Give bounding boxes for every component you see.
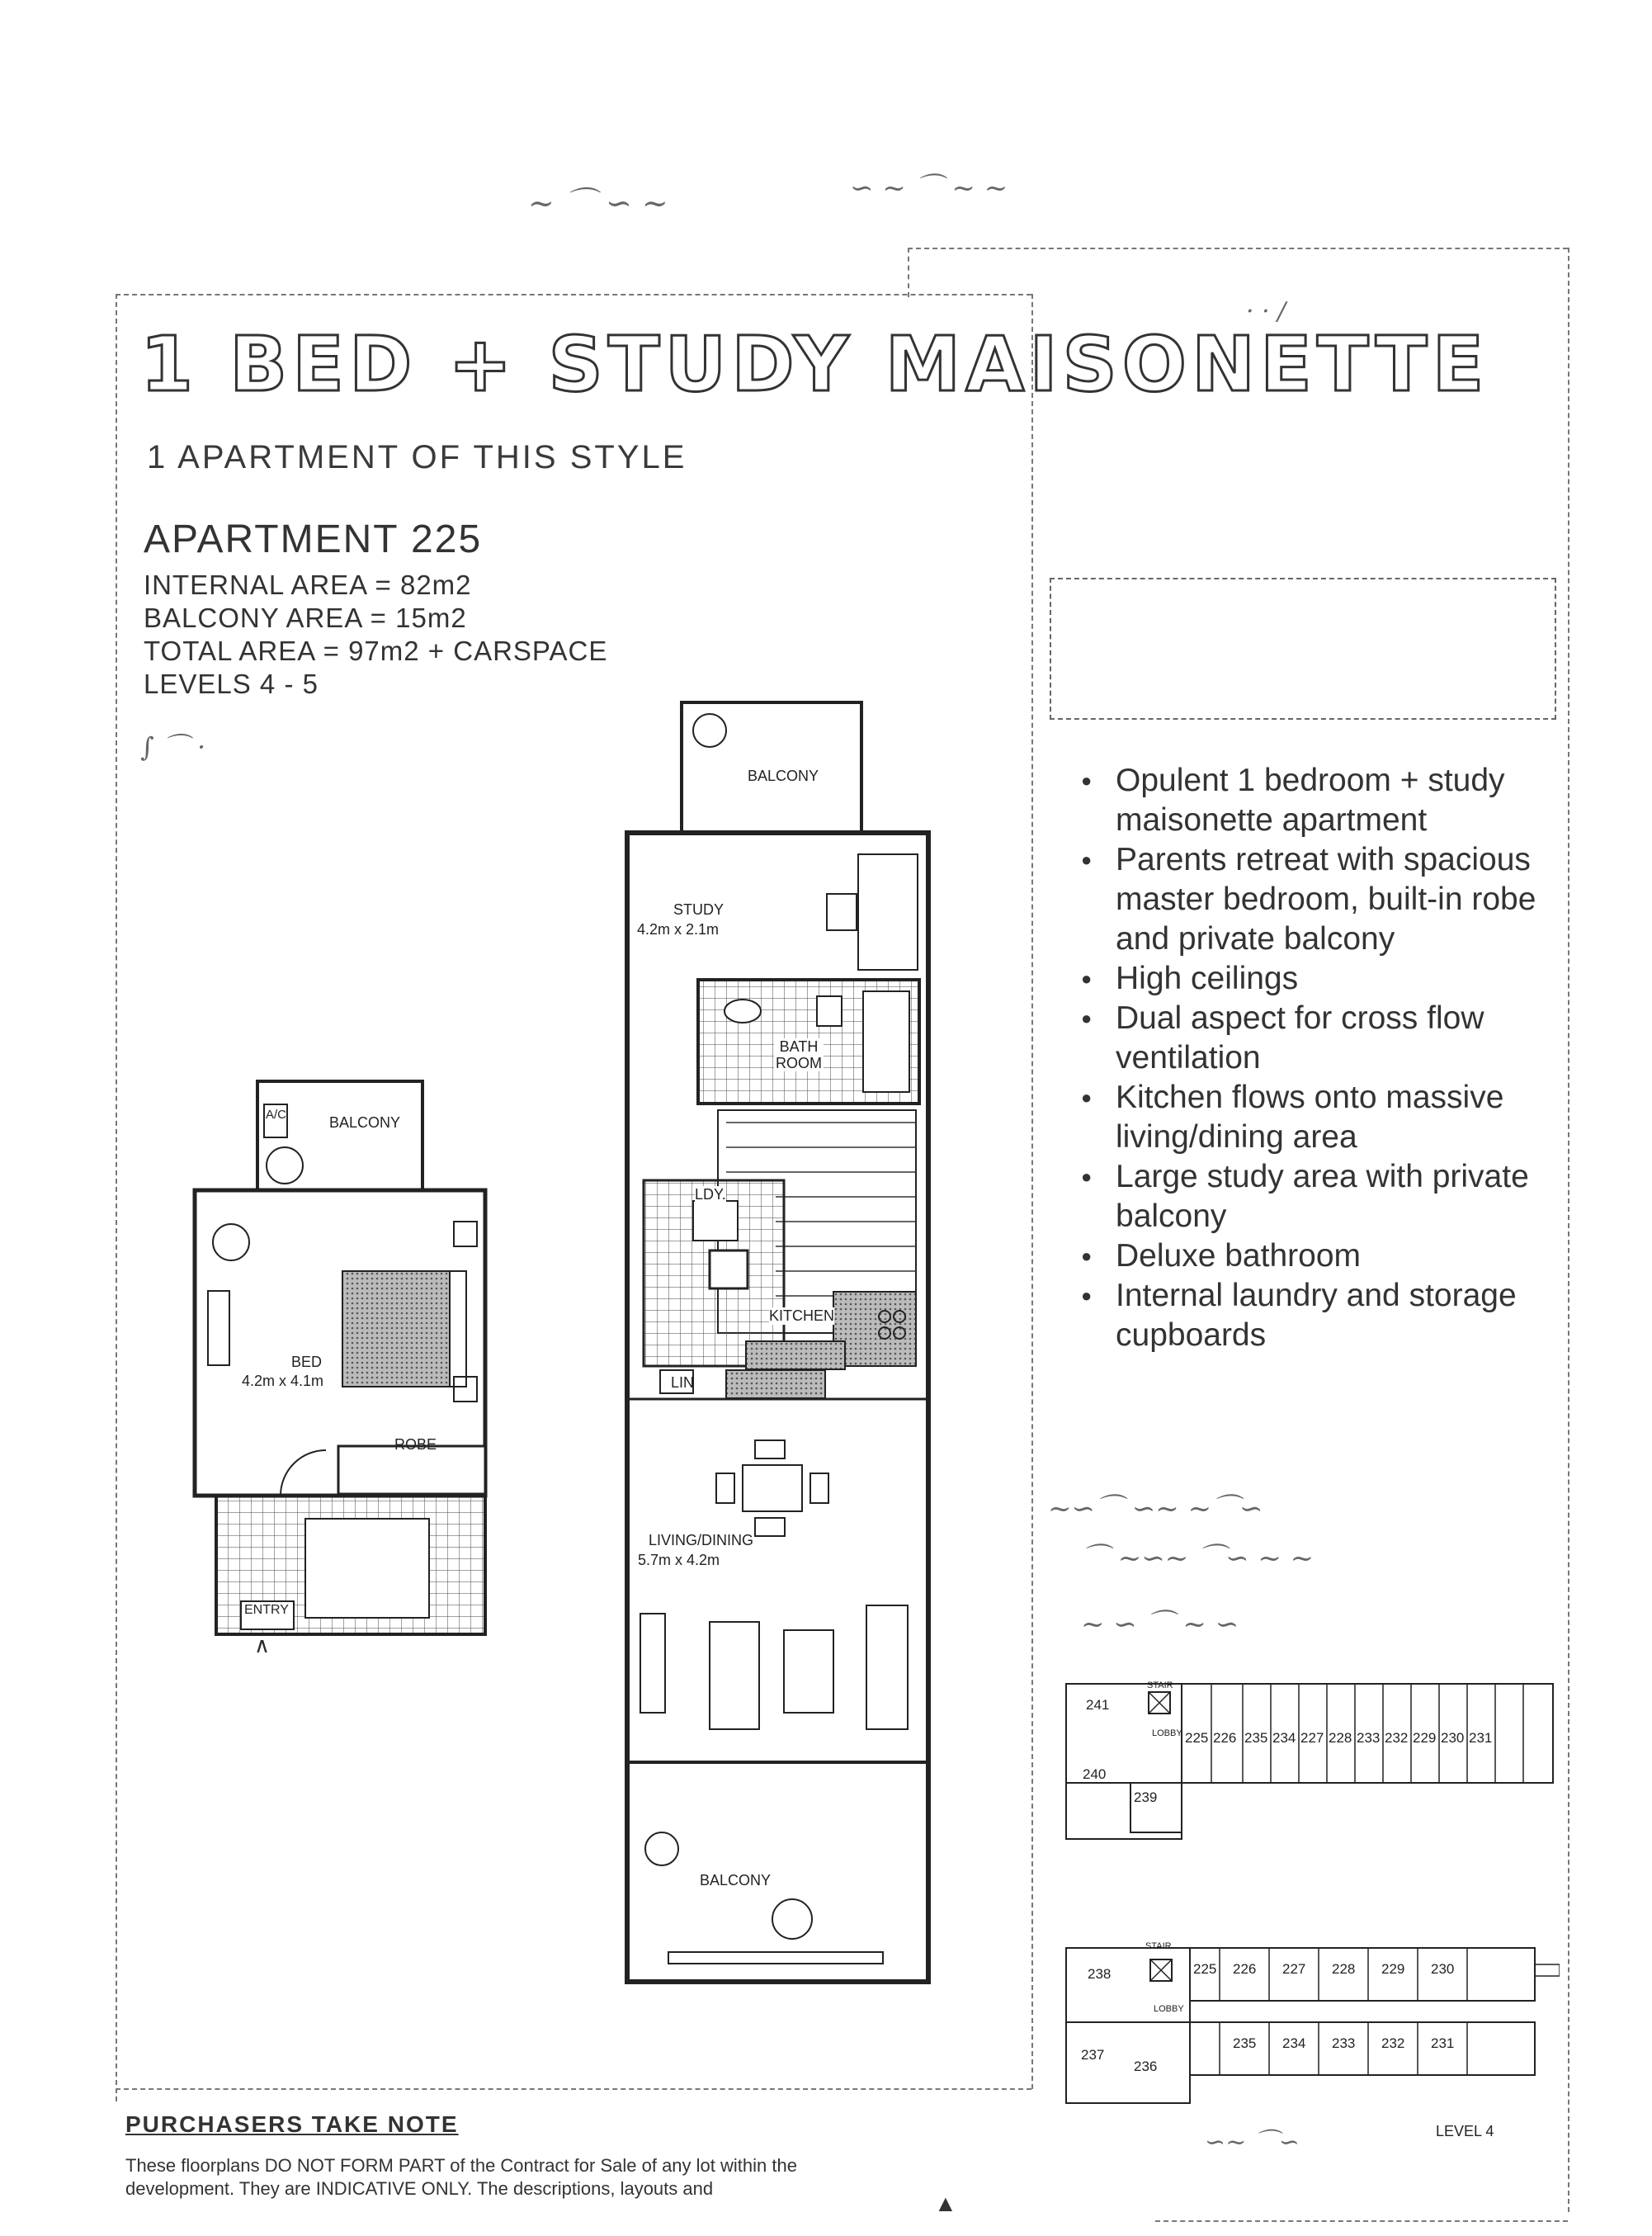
linen-label: LIN	[671, 1374, 695, 1391]
site-unit: 240	[1083, 1766, 1107, 1782]
balcony-outline	[257, 1081, 422, 1190]
frame-right-step-line	[908, 248, 909, 297]
site-unit: 229	[1381, 1961, 1405, 1977]
laundry-label: LDY.	[695, 1186, 726, 1203]
page-title: 1 BED + STUDY MAISONETTE	[140, 320, 1489, 409]
floorplan-upper	[182, 1073, 512, 1651]
site-unit: 225	[1193, 1961, 1217, 1977]
site-plan-upper	[1064, 1659, 1560, 1849]
frame-bottom-line	[116, 2088, 1031, 2090]
feature-item: ● Internal laundry and storage cupboards	[1081, 1276, 1543, 1355]
north-icon: ▲	[934, 2191, 957, 2216]
notice-title: PURCHASERS TAKE NOTE	[125, 2111, 459, 2137]
upper-balcony-label: BALCONY	[329, 1114, 401, 1131]
site-unit: 241	[1086, 1697, 1110, 1713]
frame-left-line	[116, 294, 117, 2101]
site-unit: 231	[1431, 2035, 1455, 2051]
site-unit: 234	[1272, 1730, 1296, 1746]
feature-item: ● Large study area with private balcony	[1081, 1157, 1543, 1236]
floorplan-lower	[611, 697, 941, 1993]
handwriting-scribble: ~ ⌒ ∽ ~	[528, 185, 668, 221]
apartment-name: APARTMENT 225	[144, 518, 483, 561]
study-size-label: 4.2m x 2.1m	[637, 921, 720, 938]
site-unit: 234	[1282, 2035, 1306, 2051]
notice-text: These floorplans DO NOT FORM PART of the Contract for Sale of any lot within the development. They are INDICATIVE ONLY. The descriptions, layouts and	[125, 2155, 797, 2199]
feature-item: ● Opulent 1 bedroom + study maisonette apartment	[1081, 761, 1543, 840]
bottom-balcony-label: BALCONY	[700, 1872, 772, 1889]
feature-item: ● Kitchen flows onto massive living/dining area	[1081, 1078, 1543, 1157]
lobby-label: LOBBY	[1152, 1728, 1182, 1738]
handwriting-scribble: ∽~ ⌒∽	[1205, 2128, 1300, 2157]
site-unit: 233	[1357, 1730, 1381, 1746]
site-unit: 227	[1282, 1961, 1306, 1977]
lobby-label: LOBBY	[1154, 2004, 1184, 2014]
site-unit: 237	[1081, 2047, 1105, 2063]
kitchen-label: KITCHEN	[769, 1307, 835, 1324]
site-unit: 230	[1441, 1730, 1465, 1746]
frame-top-line	[116, 294, 1031, 295]
balcony-area: BALCONY AREA = 15m2	[144, 603, 467, 633]
bathroom-label: BATH ROOM	[776, 1038, 822, 1071]
site-unit: 232	[1381, 2035, 1405, 2051]
site-unit: 239	[1134, 1789, 1158, 1805]
site-unit: 238	[1088, 1966, 1112, 1982]
robe-label: ROBE	[394, 1436, 437, 1453]
frame-right-line	[1568, 248, 1569, 2212]
frame-right-top-line	[908, 248, 1568, 249]
internal-area: INTERNAL AREA = 82m2	[144, 570, 472, 600]
handwriting-scribble: ~∽⌒ ∽~ ~⌒∽	[1048, 1492, 1263, 1525]
site-unit: 225	[1185, 1730, 1209, 1746]
site-unit: 235	[1233, 2035, 1257, 2051]
frame-mid-line	[1031, 294, 1033, 2089]
site-unit: 236	[1134, 2059, 1158, 2074]
site-unit: 227	[1300, 1730, 1324, 1746]
site-unit: 233	[1332, 2035, 1356, 2051]
site-unit: 226	[1233, 1961, 1257, 1977]
page-subtitle: 1 APARTMENT OF THIS STYLE	[147, 439, 687, 475]
living-size-label: 5.7m x 4.2m	[638, 1552, 720, 1568]
site-unit: 228	[1329, 1730, 1352, 1746]
bed-size-label: 4.2m x 4.1m	[242, 1373, 324, 1389]
site-unit: 228	[1332, 1961, 1356, 1977]
entry-arrow-icon: ∧	[254, 1633, 271, 1657]
levels: LEVELS 4 - 5	[144, 669, 319, 699]
handwriting-scribble: · · /	[1246, 297, 1286, 326]
entry-label: ENTRY	[244, 1603, 289, 1617]
frame-right-bottom-line	[1155, 2220, 1568, 2222]
site-unit: 232	[1385, 1730, 1409, 1746]
feature-item: ● Deluxe bathroom	[1081, 1236, 1543, 1276]
site-plan-lower	[1064, 1931, 1560, 2113]
handwriting-scribble: ∫ ⌒ ·	[140, 731, 206, 763]
handwriting-scribble: ⌒ ~∽~ ⌒∽ ~ ~	[1081, 1542, 1315, 1575]
features-list	[1081, 761, 1543, 1355]
site-unit: 226	[1213, 1730, 1237, 1746]
site-unit: 230	[1431, 1961, 1455, 1977]
level-label: LEVEL 4	[1436, 2123, 1494, 2139]
ac-label: A/C	[266, 1108, 287, 1122]
top-balcony-label: BALCONY	[748, 768, 819, 784]
living-label: LIVING/DINING	[649, 1532, 754, 1548]
bed-shape	[342, 1271, 450, 1387]
site-unit: 229	[1413, 1730, 1437, 1746]
stair-label: STAIR	[1145, 1941, 1172, 1951]
feature-item: ● High ceilings	[1081, 959, 1543, 999]
study-label: STUDY	[673, 901, 725, 918]
feature-item: ● Dual aspect for cross flow ventilation	[1081, 999, 1543, 1078]
bed-label: BED	[291, 1354, 323, 1370]
site-unit: 231	[1469, 1730, 1493, 1746]
stair-label: STAIR	[1147, 1681, 1173, 1690]
feature-item: ● Parents retreat with spacious master bedroom, built-in robe and private balcony	[1081, 840, 1543, 959]
total-area: TOTAL AREA = 97m2 + CARSPACE	[144, 636, 608, 666]
scanned-notes-box	[1050, 578, 1556, 720]
handwriting-scribble: ~ ∽ ⌒ ~ ∽	[1081, 1608, 1239, 1641]
site-unit: 235	[1244, 1730, 1268, 1746]
handwriting-scribble: ∽ ~ ⌒ ~ ~	[850, 172, 1008, 205]
